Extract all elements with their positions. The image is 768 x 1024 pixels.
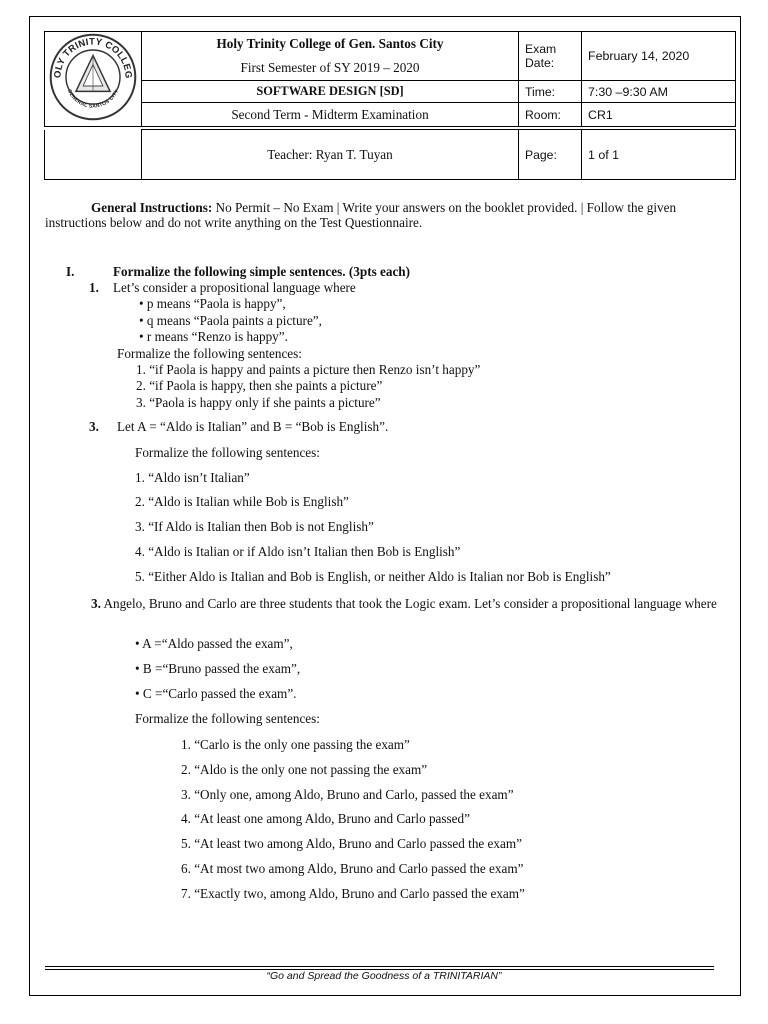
school-logo	[48, 32, 138, 122]
problem1-bullet: • p means “Paola is happy”,	[139, 296, 286, 311]
problem1-item: 1. “if Paola is happy and paints a picture then Renzo isn’t happy”	[136, 362, 481, 377]
problem2-intro: Let A = “Aldo is Italian” and B = “Bob is English”.	[117, 419, 389, 434]
time-value: 7:30 –9:30 AM	[582, 81, 736, 103]
trinity-triangle-icon	[76, 55, 110, 91]
exam-date-value: February 14, 2020	[582, 32, 736, 81]
room-value: CR1	[582, 103, 736, 127]
problem2-item: 4. “Aldo is Italian or if Aldo isn’t Italian then Bob is English”	[135, 544, 461, 559]
problem3-item: 5. “At least two among Aldo, Bruno and Carlo passed the exam”	[181, 836, 522, 851]
logo-cell-bottom	[45, 130, 142, 180]
problem2-prompt: Formalize the following sentences:	[135, 445, 320, 460]
general-instructions	[45, 200, 717, 230]
subject-title: SOFTWARE DESIGN [SD]	[142, 81, 519, 103]
problem1-number: 1.	[89, 280, 99, 295]
school-name: Holy Trinity College of Gen. Santos City	[216, 36, 444, 51]
problem2-item: 5. “Either Aldo is Italian and Bob is English, or neither Aldo is Italian nor Bob is English”	[135, 569, 611, 584]
problem1-intro: Let’s consider a propositional language where	[113, 280, 356, 295]
problem1-bullet: • r means “Renzo is happy”.	[139, 329, 288, 344]
problem3-number: 3.	[91, 596, 101, 611]
exam-header-table-bottom	[44, 129, 736, 180]
problem1-bullet: • q means “Paola paints a picture”,	[139, 313, 322, 328]
problem2-item: 1. “Aldo isn’t Italian”	[135, 470, 250, 485]
section-numeral: I.	[66, 264, 75, 279]
school-logo-cell	[45, 32, 142, 127]
problem3-bullet: • C =“Carlo passed the exam”.	[135, 686, 297, 701]
problem3-item: 4. “At least one among Aldo, Bruno and Carlo passed”	[181, 811, 470, 826]
problem3-bullet: • B =“Bruno passed the exam”,	[135, 661, 301, 676]
instructions-label: General Instructions:	[91, 200, 213, 215]
logo-text-top: OLY TRINITY COLLEG	[52, 36, 134, 79]
problem2-number: 3.	[89, 419, 99, 434]
problem3-intro-paragraph	[45, 596, 717, 611]
exam-header-table	[44, 31, 736, 127]
problem3-item: 7. “Exactly two, among Aldo, Bruno and Carlo passed the exam”	[181, 886, 525, 901]
problem3-item: 6. “At most two among Aldo, Bruno and Carlo passed the exam”	[181, 861, 524, 876]
logo-text-bottom: GENERAL SANTOS CITY	[65, 88, 121, 110]
section-title: Formalize the following simple sentences. (3pts each)	[113, 264, 411, 279]
exam-term: Second Term - Midterm Examination	[142, 103, 519, 127]
semester: First Semester of SY 2019 – 2020	[240, 60, 420, 75]
problem3-item: 3. “Only one, among Aldo, Bruno and Carlo, passed the exam”	[181, 787, 514, 802]
footer-rule	[45, 966, 714, 967]
problem3-intro: Angelo, Bruno and Carlo are three students that took the Logic exam. Let’s consider a propositional language where	[100, 596, 717, 611]
problem1-item: 3. “Paola is happy only if she paints a picture”	[136, 395, 381, 410]
footer-motto: “Go and Spread the Goodness of a TRINITARIAN”	[266, 970, 502, 982]
problem3-prompt: Formalize the following sentences:	[135, 711, 320, 726]
instructions-text: No Permit – No Exam | Write your answers on the booklet provided. | Follow the given instructions below and do not write anything on the Test Questionnaire.	[45, 200, 677, 230]
time-label: Time:	[519, 81, 582, 103]
problem1-item: 2. “if Paola is happy, then she paints a picture”	[136, 378, 383, 393]
problem2-item: 2. “Aldo is Italian while Bob is English”	[135, 494, 349, 509]
problem3-item: 2. “Aldo is the only one not passing the exam”	[181, 762, 428, 777]
exam-date-label: Exam Date:	[519, 32, 582, 81]
problem3-item: 1. “Carlo is the only one passing the exam”	[181, 737, 410, 752]
school-title-cell	[142, 32, 519, 81]
room-label: Room:	[519, 103, 582, 127]
problem1-prompt: Formalize the following sentences:	[117, 346, 302, 361]
problem2-item: 3. “If Aldo is Italian then Bob is not English”	[135, 519, 374, 534]
problem3-bullet: • A =“Aldo passed the exam”,	[135, 636, 293, 651]
teacher-name: Teacher: Ryan T. Tuyan	[142, 130, 519, 180]
page-label: Page:	[519, 130, 582, 180]
page-value: 1 of 1	[582, 130, 736, 180]
